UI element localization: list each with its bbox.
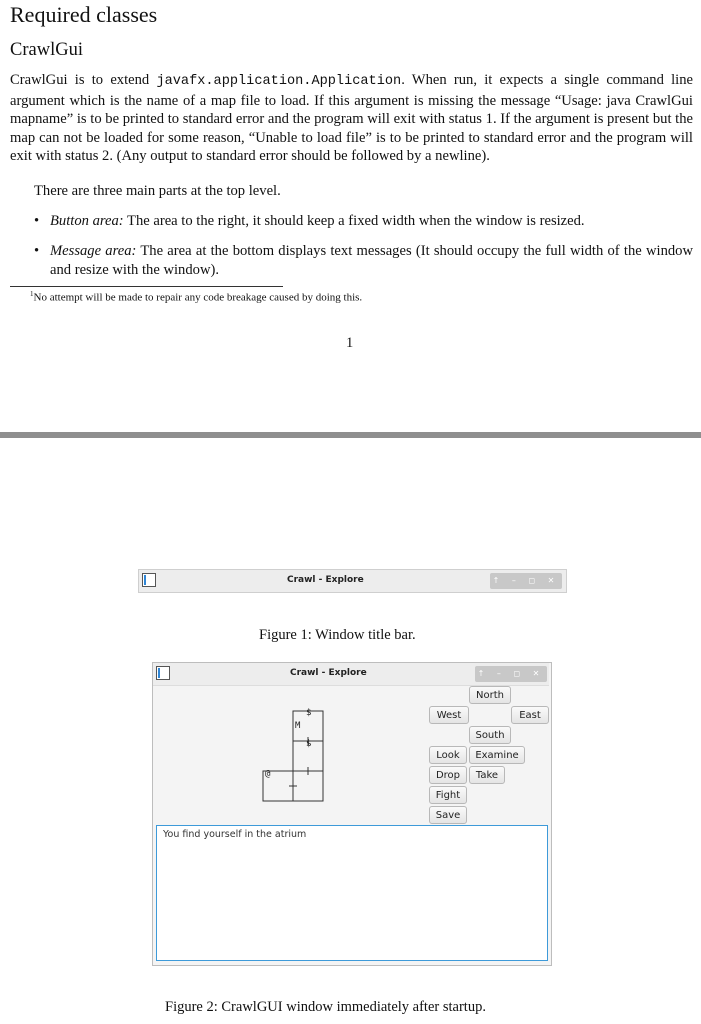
bullet-button-area	[34, 212, 693, 231]
page-number: 1	[346, 335, 354, 351]
map-treasure: $	[306, 708, 312, 718]
subsection-title: CrawlGui	[10, 40, 83, 60]
paragraph-text-2: . When run, it expects a single command line argument which is the name of a map file to load. If this argument is missing the message “Usage: java CrawlGui mapname” is to be printed to standard error and the program will exit with status 1. If the argument is present but the map can not be loaded for some reason, “Unable to load file” is to be printed to standard error and the program will exit with status 2. (Any output to standard error should be followed by a newline).	[10, 72, 693, 164]
save-button[interactable]: Save	[429, 806, 467, 824]
south-button[interactable]: South	[469, 726, 511, 744]
map-monster: M	[295, 721, 301, 731]
map-room-south	[293, 771, 323, 801]
figure2-window	[152, 662, 552, 966]
east-button[interactable]: East	[511, 706, 549, 724]
app-window-icon	[142, 573, 156, 587]
class-name-code: javafx.application.Application	[156, 74, 402, 89]
figure1-caption: Figure 1: Window title bar.	[259, 627, 416, 643]
take-button[interactable]: Take	[469, 766, 505, 784]
footnote-rule	[10, 286, 283, 287]
description-paragraph	[10, 71, 693, 166]
map-treasure: $	[306, 739, 312, 749]
window-title: Crawl - Explore	[290, 668, 367, 678]
map-player: @	[265, 769, 271, 779]
examine-button[interactable]: Examine	[469, 746, 525, 764]
figure2-caption: Figure 2: CrawlGUI window immediately after startup.	[165, 999, 486, 1015]
figure1-title-bar	[138, 569, 567, 593]
look-button[interactable]: Look	[429, 746, 467, 764]
footnote	[30, 290, 362, 304]
bullet-message-area	[34, 242, 693, 279]
page-separator	[0, 432, 701, 438]
west-button[interactable]: West	[429, 706, 469, 724]
section-title: Required classes	[10, 2, 158, 27]
window-controls-icon[interactable]: ↑ – ◻ ✕	[475, 666, 547, 682]
three-parts-sentence: There are three main parts at the top level.	[34, 183, 281, 199]
window-title: Crawl - Explore	[287, 575, 364, 585]
bullet-term: Message area:	[50, 243, 137, 259]
footnote-text: No attempt will be made to repair any code breakage caused by doing this.	[33, 291, 363, 304]
figure2-title-bar	[153, 663, 549, 686]
bullet-text: The area at the bottom displays text messages (It should occupy the full width of the window and resize with the window).	[50, 243, 694, 278]
footnote-mark: 1	[30, 290, 34, 298]
bullet-text: The area to the right, it should keep a fixed width when the window is resized.	[127, 213, 585, 229]
drop-button[interactable]: Drop	[429, 766, 467, 784]
bullet-dot: •	[34, 213, 40, 229]
bullet-term: Button area:	[50, 213, 124, 229]
bullet-dot: •	[34, 243, 40, 259]
message-text: You find yourself in the atrium	[163, 829, 307, 840]
map-canvas	[253, 703, 333, 803]
fight-button[interactable]: Fight	[429, 786, 467, 804]
paragraph-text-1: CrawlGui is to extend	[10, 72, 157, 88]
north-button[interactable]: North	[469, 686, 511, 704]
app-window-icon	[156, 666, 170, 680]
message-area[interactable]	[156, 825, 548, 961]
window-controls-icon[interactable]: ↑ – ◻ ✕	[490, 573, 562, 589]
